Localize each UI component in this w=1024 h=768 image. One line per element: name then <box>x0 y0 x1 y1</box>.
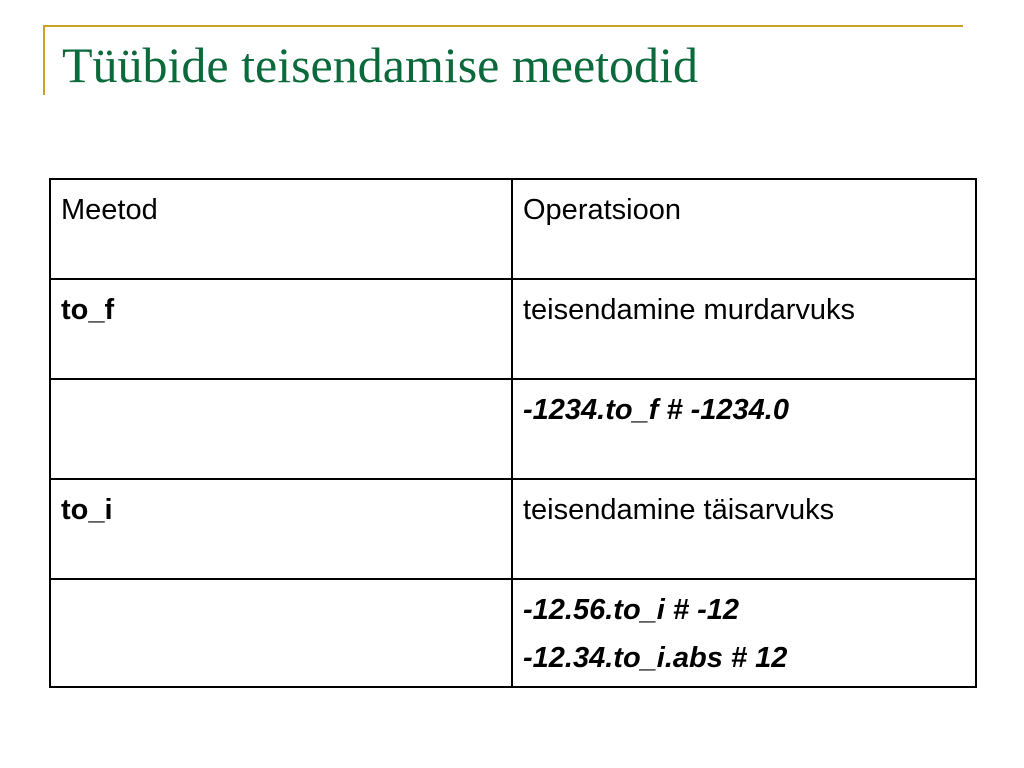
method-cell <box>50 579 512 687</box>
code-example: -12.34.to_i.abs # 12 <box>523 642 788 675</box>
operation-cell <box>512 279 976 379</box>
method-cell: to_f <box>50 279 512 379</box>
operation-cell <box>512 579 976 687</box>
slide-title: Tüübide teisendamise meetodid <box>62 37 698 93</box>
table-row <box>50 579 976 687</box>
header-method: Meetod <box>50 179 512 279</box>
operation-cell <box>512 479 976 579</box>
operation-cell <box>512 379 976 479</box>
table-row <box>50 379 976 479</box>
code-example: -12.56.to_i # -12 <box>523 594 739 626</box>
table-header-row <box>50 179 976 279</box>
methods-table <box>49 178 977 688</box>
table-row <box>50 479 976 579</box>
header-operation: Operatsioon <box>512 179 976 279</box>
method-cell: to_i <box>50 479 512 579</box>
operation-text: teisendamine täisarvuks <box>523 494 835 526</box>
operation-text: teisendamine murdarvuks <box>523 294 856 326</box>
code-example: -1234.to_f # -1234.0 <box>523 394 789 426</box>
method-cell <box>50 379 512 479</box>
table-row <box>50 279 976 379</box>
accent-line-top <box>43 25 963 27</box>
methods-table-container <box>49 178 975 688</box>
accent-line-left <box>43 25 45 95</box>
